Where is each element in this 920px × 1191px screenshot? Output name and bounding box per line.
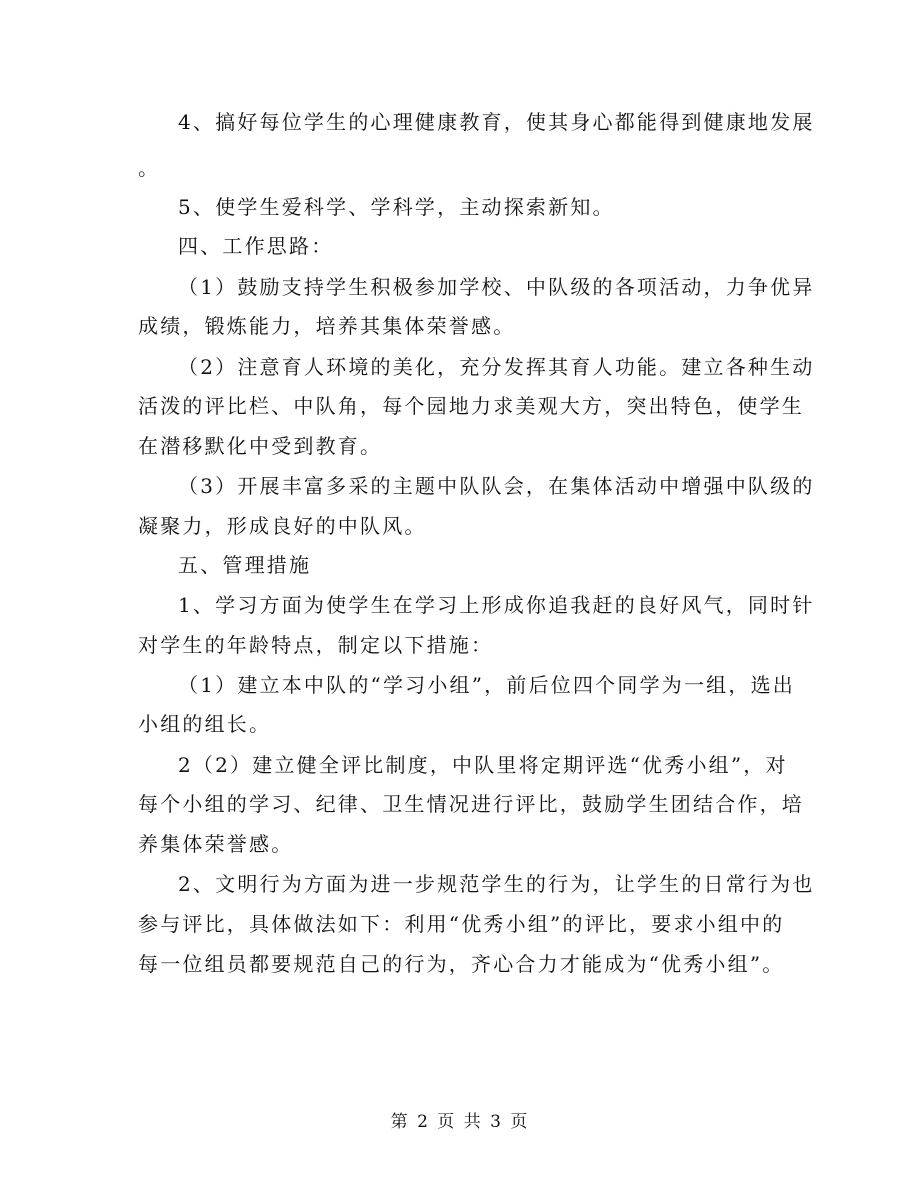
paragraph-line: 凝聚力，形成良好的中队风。 bbox=[138, 514, 427, 538]
paragraph-line: 对学生的年龄特点，制定以下措施： bbox=[138, 633, 494, 657]
paragraph-line: 每一位组员都要规范自己的行为，齐心合力才能成为“优秀小组”。 bbox=[138, 952, 785, 976]
paragraph-line: （1）鼓励支持学生积极参加学校、中队级的各项活动，力争优异 bbox=[178, 275, 815, 299]
paragraph-line: 参与评比，具体做法如下：利用“优秀小组”的评比，要求小组中的 bbox=[138, 912, 785, 936]
paragraph-line: 养集体荣誉感。 bbox=[138, 832, 294, 856]
paragraph-line: 2（2）建立健全评比制度，中队里将定期评选“优秀小组”，对 bbox=[178, 753, 788, 777]
paragraph-line: 5、使学生爱科学、学科学，主动探索新知。 bbox=[178, 195, 615, 219]
paragraph-line: 2、文明行为方面为进一步规范学生的行为，让学生的日常行为也 bbox=[178, 872, 815, 896]
paragraph-line: 1、学习方面为使学生在学习上形成你追我赶的良好风气，同时针 bbox=[178, 593, 815, 617]
paragraph-line: （3）开展丰富多采的主题中队队会，在集体活动中增强中队级的 bbox=[178, 474, 815, 498]
paragraph-line: 成绩，锻炼能力，培养其集体荣誉感。 bbox=[138, 314, 516, 338]
section-heading: 四、工作思路： bbox=[178, 234, 334, 258]
paragraph-line: 活泼的评比栏、中队角，每个园地力求美观大方，突出特色，使学生 bbox=[138, 394, 804, 418]
paragraph-line: 每个小组的学习、纪律、卫生情况进行评比，鼓励学生团结合作，培 bbox=[138, 792, 804, 816]
paragraph-line: 在潜移默化中受到教育。 bbox=[138, 434, 383, 458]
paragraph-line: 小组的组长。 bbox=[138, 712, 272, 736]
paragraph-line: 4、搞好每位学生的心理健康教育，使其身心都能得到健康地发展 bbox=[178, 110, 815, 134]
paragraph-line: （1）建立本中队的“学习小组”，前后位四个同学为一组，选出 bbox=[178, 673, 795, 697]
section-heading: 五、管理措施 bbox=[178, 553, 312, 577]
paragraph-line: （2）注意育人环境的美化，充分发挥其育人功能。建立各种生动 bbox=[178, 355, 815, 379]
paragraph-line: 。 bbox=[138, 156, 161, 180]
page-number-footer: 第 2 页 共 3 页 bbox=[390, 1112, 530, 1132]
